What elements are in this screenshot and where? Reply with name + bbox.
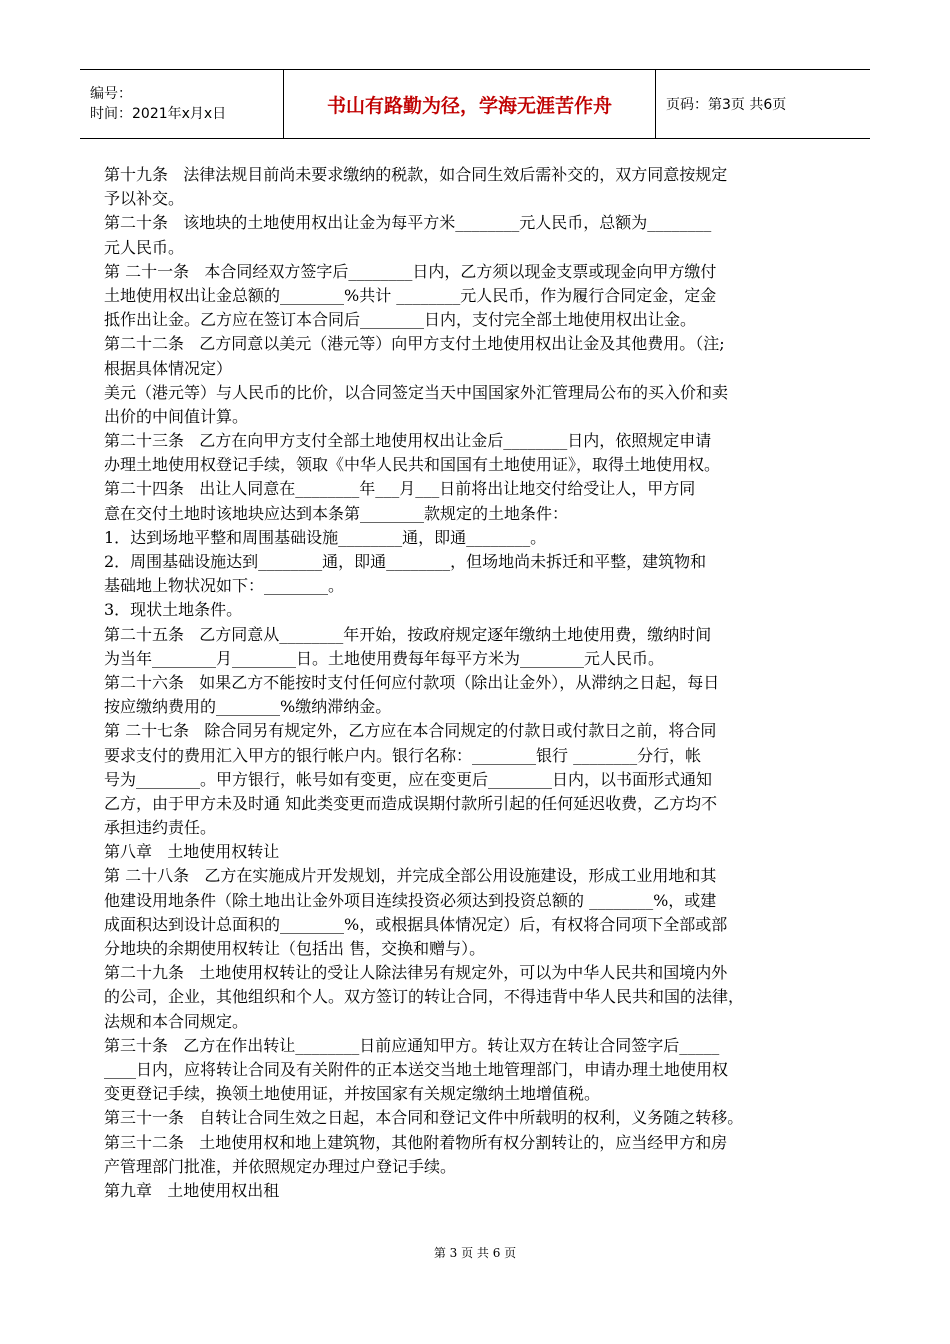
- text-line: 第十九条 法律法规目前尚未要求缴纳的税款，如合同生效后需补交的，双方同意按规定: [104, 165, 728, 184]
- text-line: 意在交付土地时该地块应达到本条第________款规定的土地条件：: [104, 503, 569, 523]
- text-line: 产管理部门批准，并依照规定办理过户登记手续。: [104, 1156, 457, 1176]
- text-line: 第九章 土地使用权出租: [104, 1180, 280, 1200]
- text-line: 第八章 土地使用权转让: [104, 842, 280, 862]
- text-line: 2．周围基础设施达到________通，即通________，但场地尚未拆迁和平整，建筑物和: [104, 552, 707, 571]
- text-line: 的公司，企业，其他组织和个人。双方签订的转让合同，不得违背中华人民共和国的法律，: [104, 987, 745, 1007]
- text-line: 1．达到场地平整和周围基础设施________通，即通________。: [104, 527, 547, 547]
- text-line: 号为________。甲方银行，帐号如有变更，应在变更后________日内，以书面形式通知: [104, 769, 713, 789]
- text-line: 承担违约责任。: [104, 818, 217, 838]
- text-line: 第二十九条 土地使用权转让的受让人除法律另有规定外，可以为中华人民共和国境内外: [104, 963, 728, 983]
- page-header: [80, 69, 870, 139]
- text-line: 第三十一条 自转让合同生效之日起，本合同和登记文件中所载明的权利，义务随之转移。: [104, 1108, 744, 1128]
- text-line: 办理土地使用权登记手续，领取《中华人民共和国国有土地使用证》，取得土地使用权。: [104, 455, 721, 475]
- text-line: 第二十六条 如果乙方不能按时支付任何应付款项（除出让金外），从滞纳之日起，每日: [104, 672, 720, 692]
- text-line: 成面积达到设计总面积的________%，或根据具体情况定）后，有权将合同项下全部或部: [104, 914, 728, 934]
- header-meta: [80, 70, 284, 138]
- text-line: 第二十条 该地块的土地使用权出让金为每平方米________元人民币，总额为________: [104, 213, 712, 233]
- text-line: 第 二十一条 本合同经双方签字后________日内，乙方须以现金支票或现金向甲方缴付: [104, 261, 717, 281]
- text-line: 为当年________月________日。土地使用费每年每平方米为________元人民币。: [104, 648, 665, 668]
- header-motto-cell: [284, 70, 656, 138]
- text-line: 根据具体情况定）: [104, 358, 233, 378]
- page-footer: 第 3 页 共 6 页: [433, 1246, 517, 1260]
- text-line: 他建设用地条件（除土地出让金外项目连续投资必须达到投资总额的 ________%，或建: [104, 890, 717, 910]
- text-line: 第三十条 乙方在作出转让________日前应通知甲方。转让双方在转让合同签字后_____: [104, 1035, 720, 1055]
- text-line: 分地块的余期使用权转让（包括出 售，交换和赠与）。: [104, 939, 486, 958]
- text-line: 乙方，由于甲方未及时通 知此类变更而造成误期付款所引起的任何延迟收费，乙方均不: [104, 793, 718, 813]
- text-line: 第二十五条 乙方同意从________年开始，按政府规定逐年缴纳土地使用费，缴纳时间: [104, 624, 712, 644]
- text-line: 法规和本合同规定。: [104, 1011, 249, 1031]
- text-line: ____日内，应将转让合同及有关附件的正本送交当地土地管理部门，申请办理土地使用权: [104, 1059, 729, 1079]
- document-body: [104, 163, 852, 1203]
- text-line: 要求支付的费用汇入甲方的银行帐户内。银行名称：________银行 ________分行，帐: [104, 745, 702, 765]
- text-line: 元人民币。: [104, 237, 185, 257]
- text-line: 美元（港元等）与人民币的比价，以合同签定当天中国国家外汇管理局公布的买入价和卖: [104, 382, 729, 402]
- text-line: 3．现状土地条件。: [104, 600, 243, 620]
- text-line: 出价的中间值计算。: [104, 406, 249, 426]
- text-line: 第三十二条 土地使用权和地上建筑物，其他附着物所有权分割转让的，应当经甲方和房: [104, 1132, 728, 1152]
- text-line: 变更登记手续，换领土地使用证，并按国家有关规定缴纳土地增值税。: [104, 1084, 601, 1104]
- document-date-label: 时间：2021年x月x日: [90, 106, 227, 122]
- text-line: 土地使用权出让金总额的________%共计 ________元人民币，作为履行合同定金，定金: [104, 285, 717, 305]
- text-line: 第二十二条 乙方同意以美元（港元等）向甲方支付土地使用权出让金及其他费用。（注;: [104, 334, 725, 354]
- text-line: 第 二十七条 除合同另有规定外，乙方应在本合同规定的付款日或付款日之前，将合同: [104, 721, 717, 741]
- text-line: 第二十四条 出让人同意在________年___月___日前将出让地交付给受让人，甲方同: [104, 479, 696, 499]
- header-page-cell: [656, 70, 870, 138]
- text-line: 基础地上物状况如下：________。: [104, 576, 345, 596]
- text-line: 予以补交。: [104, 189, 185, 209]
- document-number-label: 编号：: [90, 86, 132, 102]
- text-line: 按应缴纳费用的________%缴纳滞纳金。: [104, 697, 392, 717]
- text-line: 抵作出让金。乙方应在签订本合同后________日内，支付完全部土地使用权出让金。: [104, 310, 697, 330]
- header-motto: 书山有路勤为径，学海无涯苦作舟: [326, 94, 612, 117]
- text-line: 第 二十八条 乙方在实施成片开发规划，并完成全部公用设施建设，形成工业用地和其: [104, 866, 717, 886]
- text-line: 第二十三条 乙方在向甲方支付全部土地使用权出让金后________日内，依照规定申请: [104, 431, 712, 451]
- header-page-number: 页码：第3页 共6页: [666, 97, 787, 113]
